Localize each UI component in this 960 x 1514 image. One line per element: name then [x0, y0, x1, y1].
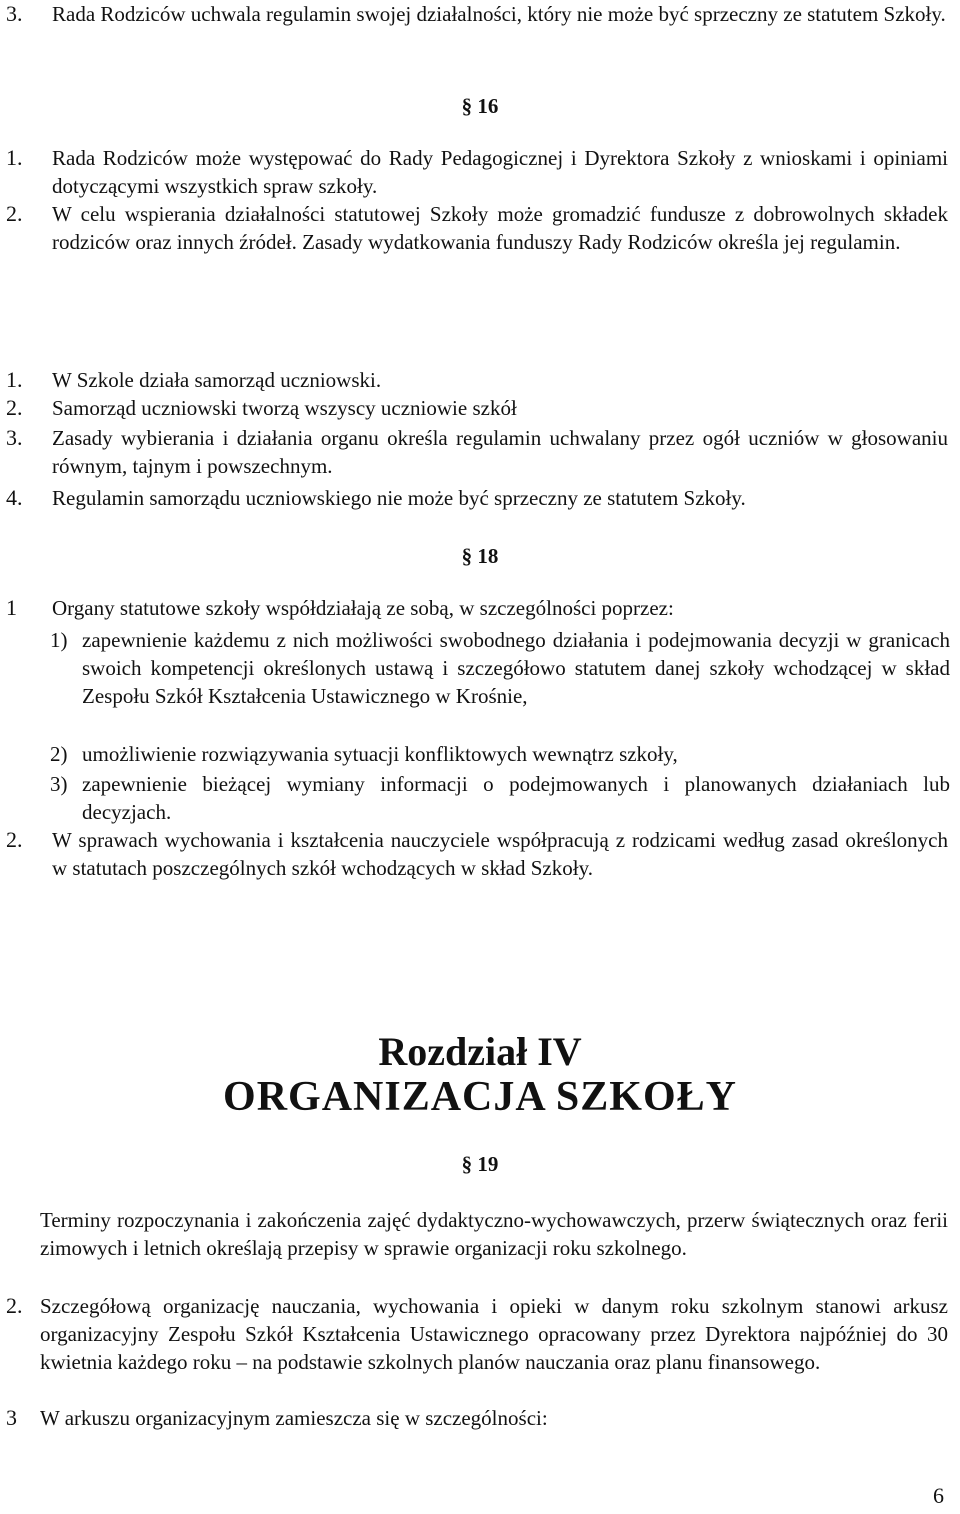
- subitem-text: zapewnienie bieżącej wymiany informacji o podejmowanych i planowanych działaniach lub decyzjach.: [82, 772, 950, 824]
- section-18-heading: § 18: [461, 544, 499, 568]
- section-16-heading: § 16: [461, 94, 499, 118]
- item-number: 1.: [6, 367, 23, 392]
- chapter-subheading: ORGANIZACJA SZKOŁY: [223, 1074, 737, 1120]
- item-number: 1.: [6, 145, 23, 170]
- item-text: W Szkole działa samorząd uczniowski.: [52, 368, 382, 392]
- subitem-number: 2): [50, 742, 68, 766]
- section-19-heading: § 19: [461, 1152, 499, 1176]
- item-text: Samorząd uczniowski tworzą wszyscy uczniowie szkół: [52, 396, 517, 420]
- item-text: Rada Rodziców uchwala regulamin swojej działalności, który nie może być sprzeczny ze statutem Szkoły.: [52, 2, 946, 26]
- item-text: Organy statutowe szkoły współdziałają ze sobą, w szczególności poprzez:: [52, 596, 674, 620]
- item-number: 2.: [6, 201, 23, 226]
- item-text: W celu wspierania działalności statutowej Szkoły może gromadzić fundusze z dobrowolnych składek rodziców oraz innych źródeł. Zasady wydatkowania funduszy Rady Rodziców określa jej regulamin.: [52, 202, 948, 254]
- item-text: W arkuszu organizacyjnym zamieszcza się w szczególności:: [40, 1406, 548, 1430]
- subitem-text: umożliwienie rozwiązywania sytuacji konfliktowych wewnątrz szkoły,: [82, 742, 678, 766]
- item-number: 2.: [6, 1293, 23, 1318]
- item-text: W sprawach wychowania i kształcenia nauczyciele współpracują z rodzicami według zasad określonych w statutach poszczególnych szkół wchodzących w skład Szkoły.: [52, 828, 948, 880]
- item-number: 1: [6, 595, 17, 620]
- subitem-number: 1): [50, 628, 68, 652]
- item-number: 3: [6, 1405, 17, 1430]
- subitem-text: zapewnienie każdemu z nich możliwości swobodnego działania i podejmowania decyzji w granicach swoich kompetencji określonych ustawą i szczegółowo statutem danej szkoły wchodzącej w skład Zespołu Szkół Kształcenia Ustawicznego w Krośnie,: [82, 628, 950, 708]
- item-number: 2.: [6, 827, 23, 852]
- item-text: Zasady wybierania i działania organu określa regulamin uchwalany przez ogół uczniów w głosowaniu równym, tajnym i powszechnym.: [52, 426, 948, 478]
- item-text: Terminy rozpoczynania i zakończenia zajęć dydaktyczno-wychowawczych, przerw świątecznych oraz ferii zimowych i letnich określają przepisy w sprawie organizacji roku szkolnego.: [40, 1208, 948, 1260]
- item-text: Regulamin samorządu uczniowskiego nie może być sprzeczny ze statutem Szkoły.: [52, 486, 746, 510]
- item-number: 4.: [6, 485, 23, 510]
- item-number: 3.: [6, 1, 23, 26]
- page-number: 6: [933, 1483, 944, 1508]
- item-text: Rada Rodziców może występować do Rady Pedagogicznej i Dyrektora Szkoły z wnioskami i opiniami dotyczącymi wszystkich spraw szkoły.: [52, 146, 948, 198]
- subitem-number: 3): [50, 772, 68, 796]
- item-number: 2.: [6, 395, 23, 420]
- chapter-heading: Rozdział IV: [378, 1029, 582, 1074]
- item-text: Szczegółową organizację nauczania, wychowania i opieki w danym roku szkolnym stanowi arkusz organizacyjny Zespołu Szkół Kształcenia Ustawicznego opracowany przez Dyrektora najpóźniej do 30 kwietnia każdego roku – na podstawie szkolnych planów nauczania oraz planu finansowego.: [40, 1294, 948, 1374]
- item-number: 3.: [6, 425, 23, 450]
